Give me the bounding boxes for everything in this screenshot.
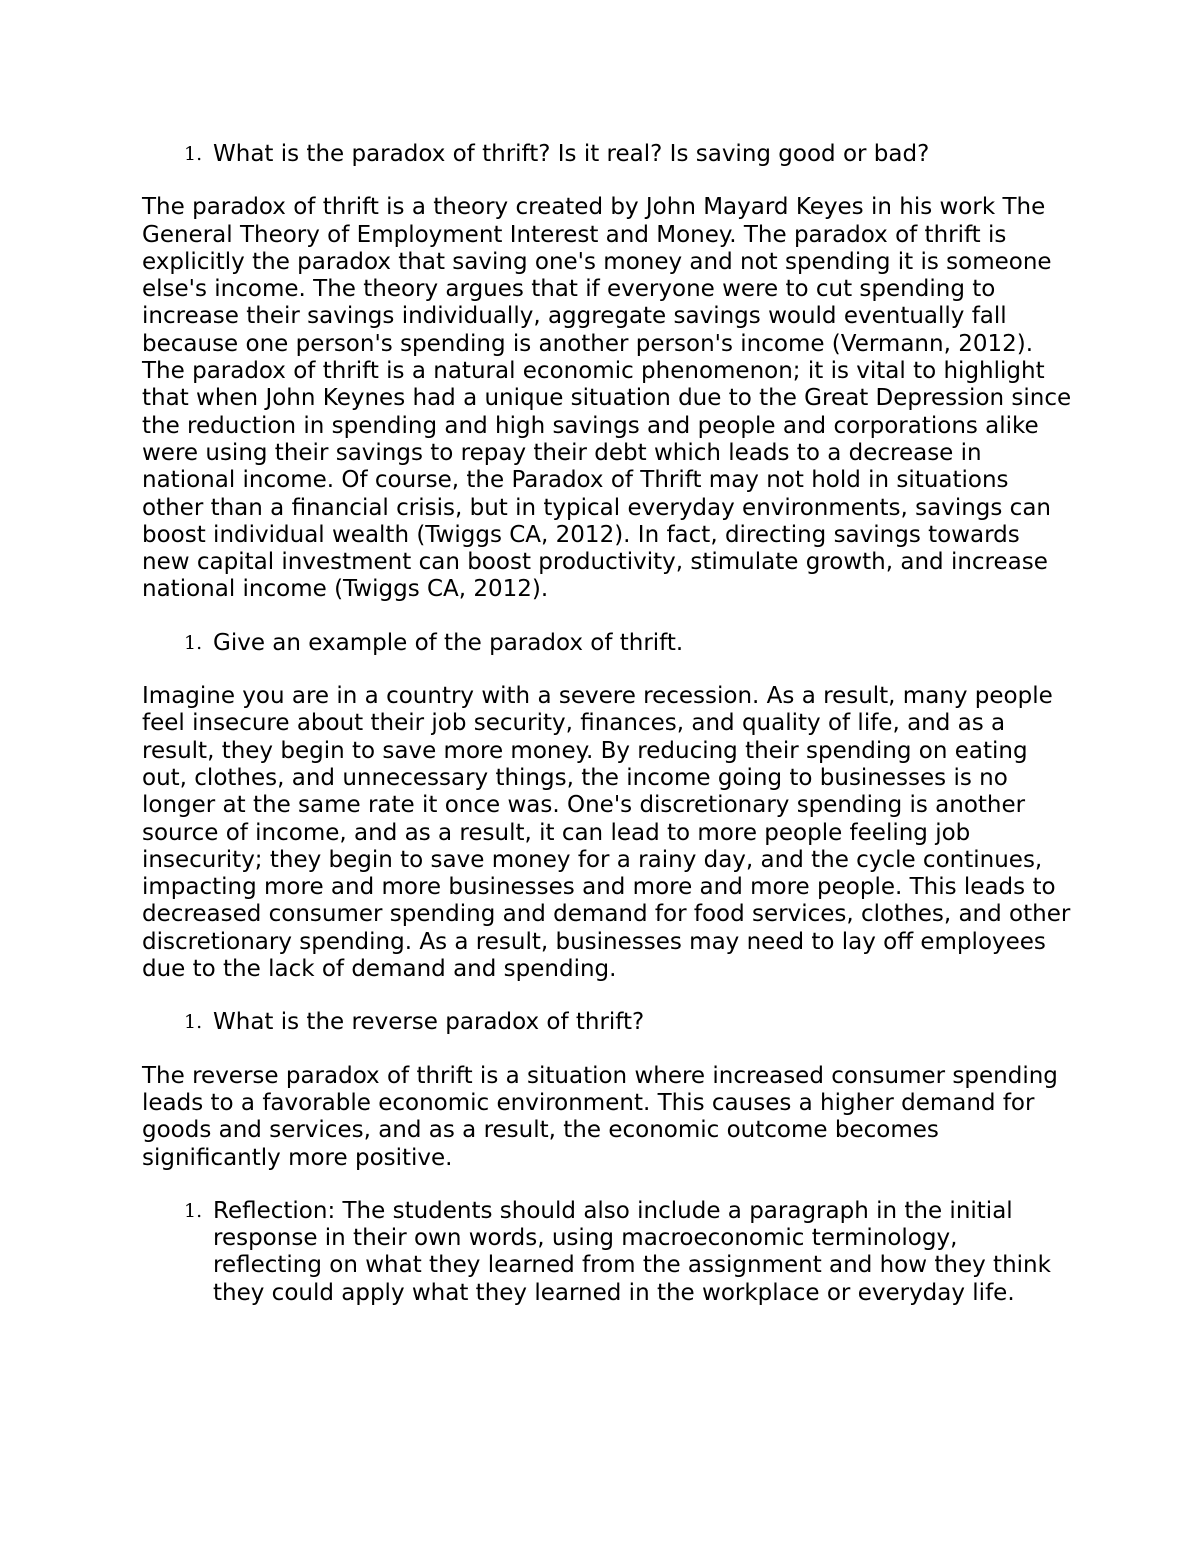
answer-3: The reverse paradox of thrift is a situation where increased consumer spending leads to a favorable economic environment. This causes a higher demand for goods and services, and as a result, the economic outcome becomes significantly more positive.: [142, 1062, 1058, 1171]
question-text: What is the reverse paradox of thrift?: [213, 1009, 645, 1036]
question-text: Give an example of the paradox of thrift.: [213, 629, 684, 656]
document-body: [142, 141, 1072, 1307]
list-number: 1.: [184, 143, 203, 165]
question-1: [142, 141, 1072, 168]
question-4: [142, 1198, 1072, 1307]
question-3: [142, 1009, 1072, 1036]
answer-1: The paradox of thrift is a theory created by John Mayard Keyes in his work The General Theory of Employment Interest and Money. The paradox of thrift is explicitly the paradox that saving one's money and not spending it is someone else's income. The theory argues that if everyone were to cut spending to increase their savings individually, aggregate savings would eventually fall because one person's spending is another person's income (Vermann, 2012). The paradox of thrift is a natural economic phenomenon; it is vital to highlight that when John Keynes had a unique situation due to the Great Depression since the reduction in spending and high savings and people and corporations alike were using their savings to repay their debt which leads to a decrease in national income. Of course, the Paradox of Thrift may not hold in situations other than a financial crisis, but in typical everyday environments, savings can boost individual wealth (Twiggs CA, 2012). In fact, directing savings towards new capital investment can boost productivity, stimulate growth, and increase national income (Twiggs CA, 2012).: [142, 194, 1072, 603]
question-text: What is the paradox of thrift? Is it real? Is saving good or bad?: [213, 141, 930, 167]
list-number: 1.: [184, 1011, 203, 1034]
question-text: Reflection: The students should also include a paragraph in the initial response in their own words, using macroeconomic terminology, reflecting on what they learned from the assignment and how they think they could apply what they learned in the workplace or everyday life.: [213, 1197, 1051, 1306]
question-2: [142, 630, 1072, 657]
list-number: 1.: [184, 1199, 203, 1222]
answer-2: Imagine you are in a country with a severe recession. As a result, many people feel insecure about their job security, finances, and quality of life, and as a result, they begin to save more money. By reducing their spending on eating out, clothes, and unnecessary things, the income going to businesses is no longer at the same rate it once was. One's discretionary spending is another source of income, and as a result, it can lead to more people feeling job insecurity; they begin to save money for a rainy day, and the cycle continues, impacting more and more businesses and more and more people. This leads to decreased consumer spending and demand for food services, clothes, and other discretionary spending. As a result, businesses may need to lay off employees due to the lack of demand and spending.: [142, 683, 1071, 983]
list-number: 1.: [184, 631, 203, 654]
